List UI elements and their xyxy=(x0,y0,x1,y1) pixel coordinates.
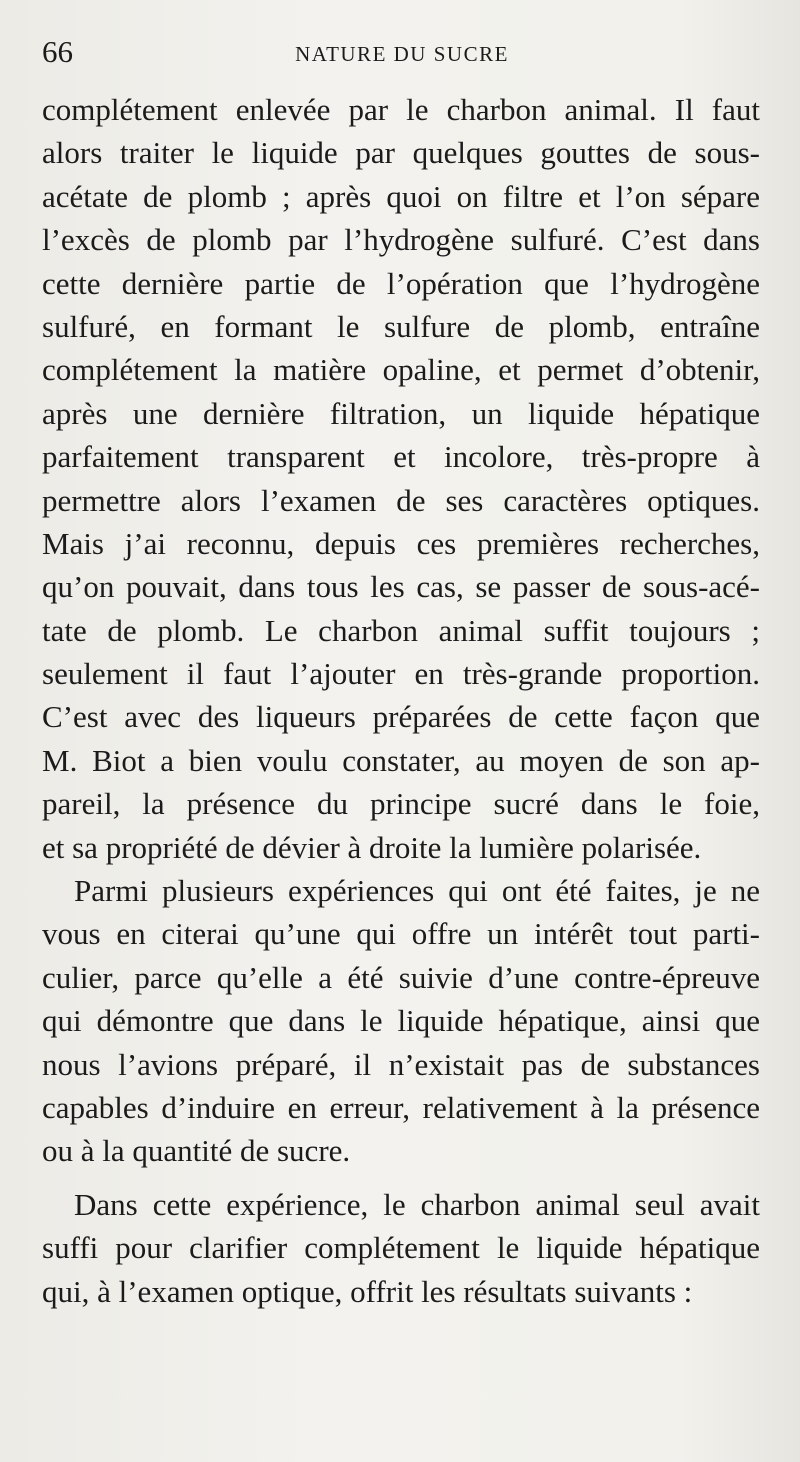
paragraph xyxy=(42,869,760,1173)
paragraph-gap xyxy=(42,1173,760,1183)
text-line: sulfuré, en formant le sulfure de plomb, entraîne xyxy=(42,308,760,344)
text-line: l’excès de plomb par l’hydrogène sulfuré. C’est dans xyxy=(42,222,760,258)
text-line: culier, parce qu’elle a été suivie d’une contre-épreuve xyxy=(42,959,760,995)
text-line: complétement la matière opaline, et permet d’obtenir, xyxy=(42,352,760,388)
text-line: M. Biot a bien voulu constater, au moyen de son ap- xyxy=(42,742,760,778)
text-line: permettre alors l’examen de ses caractères optiques. xyxy=(42,482,760,518)
body-text xyxy=(42,88,760,1313)
text-line: qui, à l’examen optique, offrit les résultats suivants : xyxy=(42,1273,693,1309)
running-title: NATURE DU SUCRE xyxy=(295,42,509,66)
paragraph xyxy=(42,88,760,869)
text-line: suffi pour clarifier complétement le liquide hépatique xyxy=(42,1230,760,1266)
text-line: Parmi plusieurs expériences qui ont été faites, je ne xyxy=(74,873,760,909)
page-number: 66 xyxy=(42,34,73,69)
text-line: alors traiter le liquide par quelques gouttes de sous- xyxy=(42,135,760,171)
text-line: Mais j’ai reconnu, depuis ces premières recherches, xyxy=(42,525,760,561)
text-line: cette dernière partie de l’opération que l’hydrogène xyxy=(42,265,760,301)
text-line: après une dernière filtration, un liquide hépatique xyxy=(42,395,760,431)
text-line: acétate de plomb ; après quoi on filtre et l’on sépare xyxy=(42,178,760,214)
text-line: et sa propriété de dévier à droite la lumière polarisée. xyxy=(42,829,702,865)
text-line: ou à la quantité de sucre. xyxy=(42,1133,351,1169)
text-line: parfaitement transparent et incolore, très-propre à xyxy=(42,439,760,475)
text-line: capables d’induire en erreur, relativement à la présence xyxy=(42,1089,760,1125)
page-header xyxy=(42,30,762,74)
text-line: pareil, la présence du principe sucré dans le foie, xyxy=(42,786,760,822)
text-line: tate de plomb. Le charbon animal suffit toujours ; xyxy=(42,612,760,648)
text-line: vous en citerai qu’une qui offre un intérêt tout parti- xyxy=(42,916,760,952)
text-line: nous l’avions préparé, il n’existait pas de substances xyxy=(42,1046,760,1082)
text-line: C’est avec des liqueurs préparées de cette façon que xyxy=(42,699,760,735)
text-line: complétement enlevée par le charbon animal. Il faut xyxy=(42,92,760,127)
paragraph xyxy=(42,1183,760,1313)
text-line: Dans cette expérience, le charbon animal seul avait xyxy=(74,1186,760,1222)
text-line: qui démontre que dans le liquide hépatique, ainsi que xyxy=(42,1003,760,1039)
text-line: qu’on pouvait, dans tous les cas, se passer de sous-acé- xyxy=(42,569,760,605)
text-line: seulement il faut l’ajouter en très-grande proportion. xyxy=(42,656,760,692)
